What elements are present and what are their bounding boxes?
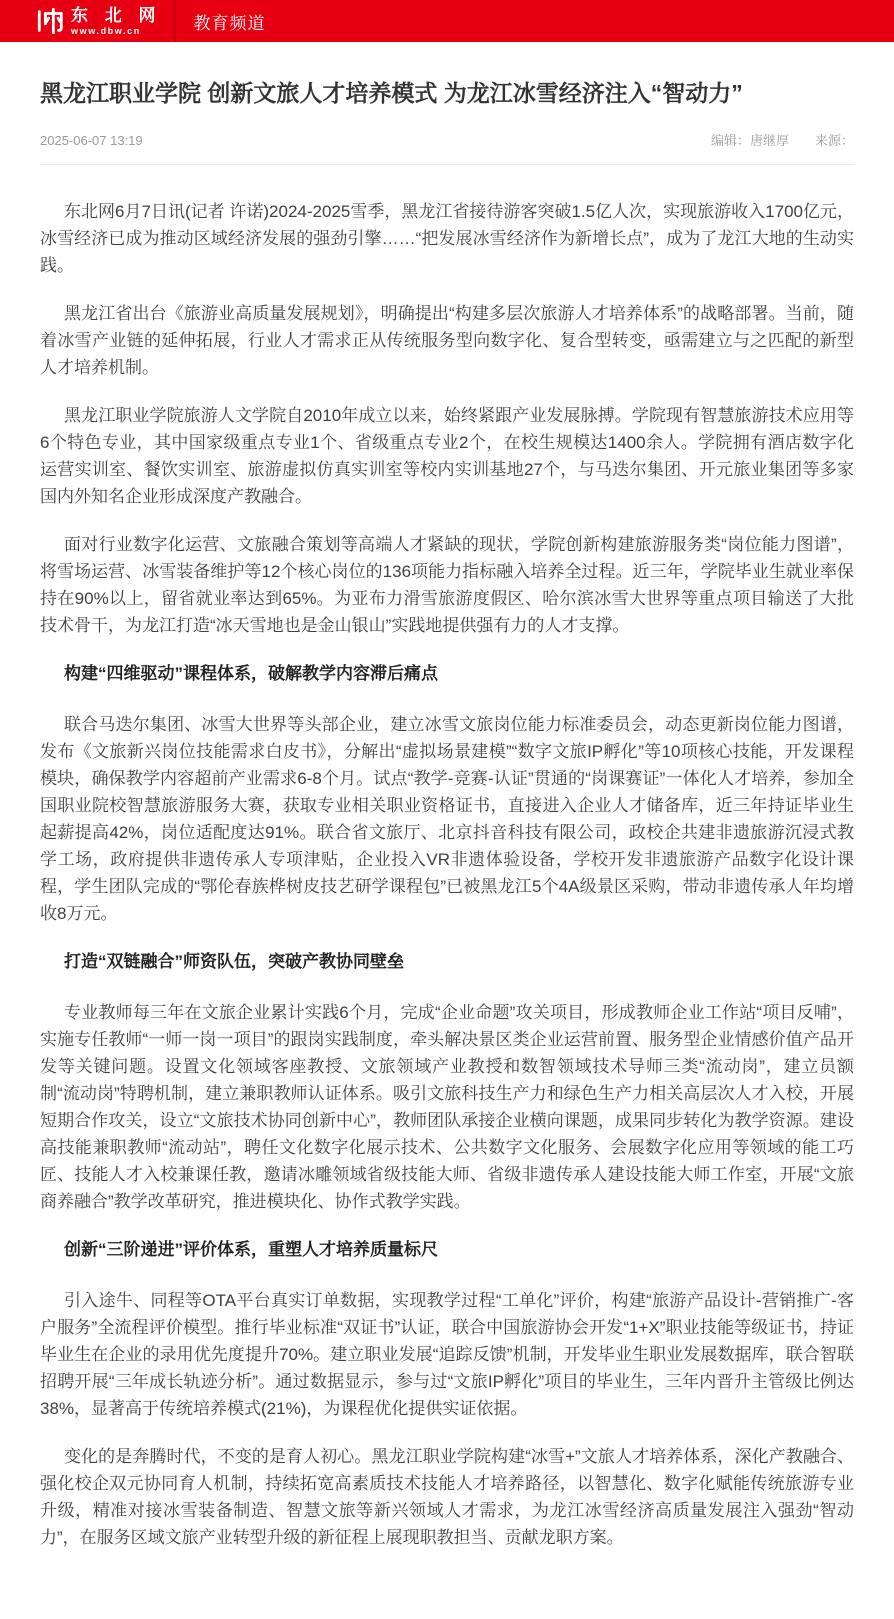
site-header-bar <box>0 0 894 42</box>
article-paragraph: 黑龙江职业学院旅游人文学院自2010年成立以来，始终紧跟产业发展脉搏。学院现有智慧旅游技术应用等6个特色专业，其中国家级重点专业1个、省级重点专业2个，在校生规模达1400余人。学院拥有酒店数字化运营实训室、餐饮实训室、旅游虚拟仿真实训室等校内实训基地27个，与马迭尔集团、开元旅业集团等多家国内外知名企业形成深度产教融合。 <box>40 406 854 506</box>
header-divider <box>174 0 176 42</box>
article-body <box>40 165 854 1551</box>
section-heading: 构建“四维驱动”课程体系，破解教学内容滞后痛点 <box>64 664 438 683</box>
article-paragraph: 联合马迭尔集团、冰雪大世界等头部企业，建立冰雪文旅岗位能力标准委员会，动态更新岗位能力图谱，发布《文旅新兴岗位技能需求白皮书》，分解出“虚拟场景建模”“数字文旅IP孵化”等10项核心技能，开发课程模块，确保教学内容超前产业需求6-8个月。试点“教学-竞赛-认证”贯通的“岗课赛证”一体化人才培养，参加全国职业院校智慧旅游服务大赛，获取专业相关职业资格证书，直接进入企业人才储备库，近三年持证毕业生起薪提高42%，岗位适配度达91%。联合省文旅厅、北京抖音科技有限公司，政校企共建非遗旅游沉浸式教学工场，政府提供非遗传承人专项津贴，企业投入VR非遗体验设备，学校开发非遗旅游产品数字化设计课程，学生团队完成的“鄂伦春族桦树皮技艺研学课程包”已被黑龙江5个4A级景区采购，带动非遗传承人年均增收8万元。 <box>40 715 854 923</box>
article-paragraph: 黑龙江省出台《旅游业高质量发展规划》，明确提出“构建多层次旅游人才培养体系”的战略部署。当前，随着冰雪产业链的延伸拓展，行业人才需求正从传统服务型向数字化、复合型转变，亟需建立与之匹配的新型人才培养机制。 <box>40 304 854 377</box>
section-heading: 打造“双链融合”师资队伍，突破产教协同壁垒 <box>64 952 404 971</box>
site-logo[interactable] <box>36 6 161 36</box>
article-paragraph: 东北网6月7日讯(记者 许诺)2024-2025雪季，黑龙江省接待游客突破1.5亿人次，实现旅游收入1700亿元，冰雪经济已成为推动区域经济发展的强劲引擎……“把发展冰雪经济作为新增长点”，成为了龙江大地的生动实践。 <box>40 202 854 275</box>
publish-time: 2025-06-07 13:19 <box>40 133 143 148</box>
article-paragraph: 专业教师每三年在文旅企业累计实践6个月，完成“企业命题”攻关项目，形成教师企业工作站“项目反哺”，实施专任教师“一师一岗一项目”的跟岗实践制度，牵头解决景区类企业运营前置、服务型企业情感价值产品开发等关键问题。设置文化领域客座教授、文旅领域产业教授和数智领域技术导师三类“流动岗”，建立员额制“流动岗”特聘机制，建立兼职教师认证体系。吸引文旅科技生产力和绿色生产力相关高层次人才入校，开展短期合作攻关，设立“文旅技术协同创新中心”，教师团队承接企业横向课题，成果同步转化为教学资源。建设高技能兼职教师“流动站”，聘任文化数字化展示技术、公共数字文化服务、会展数字化应用等领域的能工巧匠、技能人才入校兼课任教，邀请冰雕领域省级技能大师、省级非遗传承人建设技能大师工作室，开展“文旅商养融合”教学改革研究，推进模块化、协作式教学实践。 <box>40 1003 854 1211</box>
article-paragraph: 引入途牛、同程等OTA平台真实订单数据，实现教学过程“工单化”评价，构建“旅游产品设计-营销推广-客户服务”全流程评价模型。推行毕业标准“双证书”认证，联合中国旅游协会开发“1+X”职业技能等级证书，持证毕业生在企业的录用优先度提升70%。建立职业发展“追踪反馈”机制，开发毕业生职业发展数据库，联合智联招聘开展“三年成长轨迹分析”。通过数据显示，参与过“文旅IP孵化”项目的毕业生，三年内晋升主管级比例达38%，显著高于传统培养模式(21%)，为课程优化提供实证依据。 <box>40 1291 854 1418</box>
article-title: 黑龙江职业学院 创新文旅人才培养模式 为龙江冰雪经济注入“智动力” <box>40 80 743 106</box>
article-paragraph: 变化的是奔腾时代，不变的是育人初心。黑龙江职业学院构建“冰雪+”文旅人才培养体系，深化产教融合、强化校企双元协同育人机制，持续拓宽高素质技术技能人才培养路径，以智慧化、数字化赋能传统旅游专业升级，精准对接冰雪装备制造、智慧文旅等新兴领域人才需求，为龙江冰雪经济高质量发展注入强劲“智动力”，在服务区域文旅产业转型升级的新征程上展现职教担当、贡献龙职方案。 <box>40 1447 854 1547</box>
article-container <box>0 42 894 1586</box>
section-heading: 创新“三阶递进”评价体系，重塑人才培养质量标尺 <box>64 1240 438 1259</box>
article-paragraph: 面对行业数字化运营、文旅融合策划等高端人才紧缺的现状，学院创新构建旅游服务类“岗位能力图谱”，将雪场运营、冰雪装备维护等12个核心岗位的136项能力指标融入培养全过程。近三年，学院毕业生就业率保持在90%以上，留省就业率达到65%。为亚布力滑雪旅游度假区、哈尔滨冰雪大世界等重点项目输送了大批技术骨干，为龙江打造“冰天雪地也是金山银山”实践地提供强有力的人才支撑。 <box>40 535 854 635</box>
source-label: 来源： <box>814 133 854 148</box>
article-meta-row <box>40 130 854 165</box>
dbw-logo-icon <box>36 6 66 36</box>
article-meta-right <box>711 130 854 149</box>
site-logo-text <box>71 7 161 36</box>
channel-link[interactable]: 教育频道 <box>193 13 266 33</box>
site-url: www.dbw.cn <box>71 25 141 36</box>
editor-label: 编辑：唐继厚 <box>710 133 789 148</box>
site-name: 东 北 网 <box>71 5 162 25</box>
